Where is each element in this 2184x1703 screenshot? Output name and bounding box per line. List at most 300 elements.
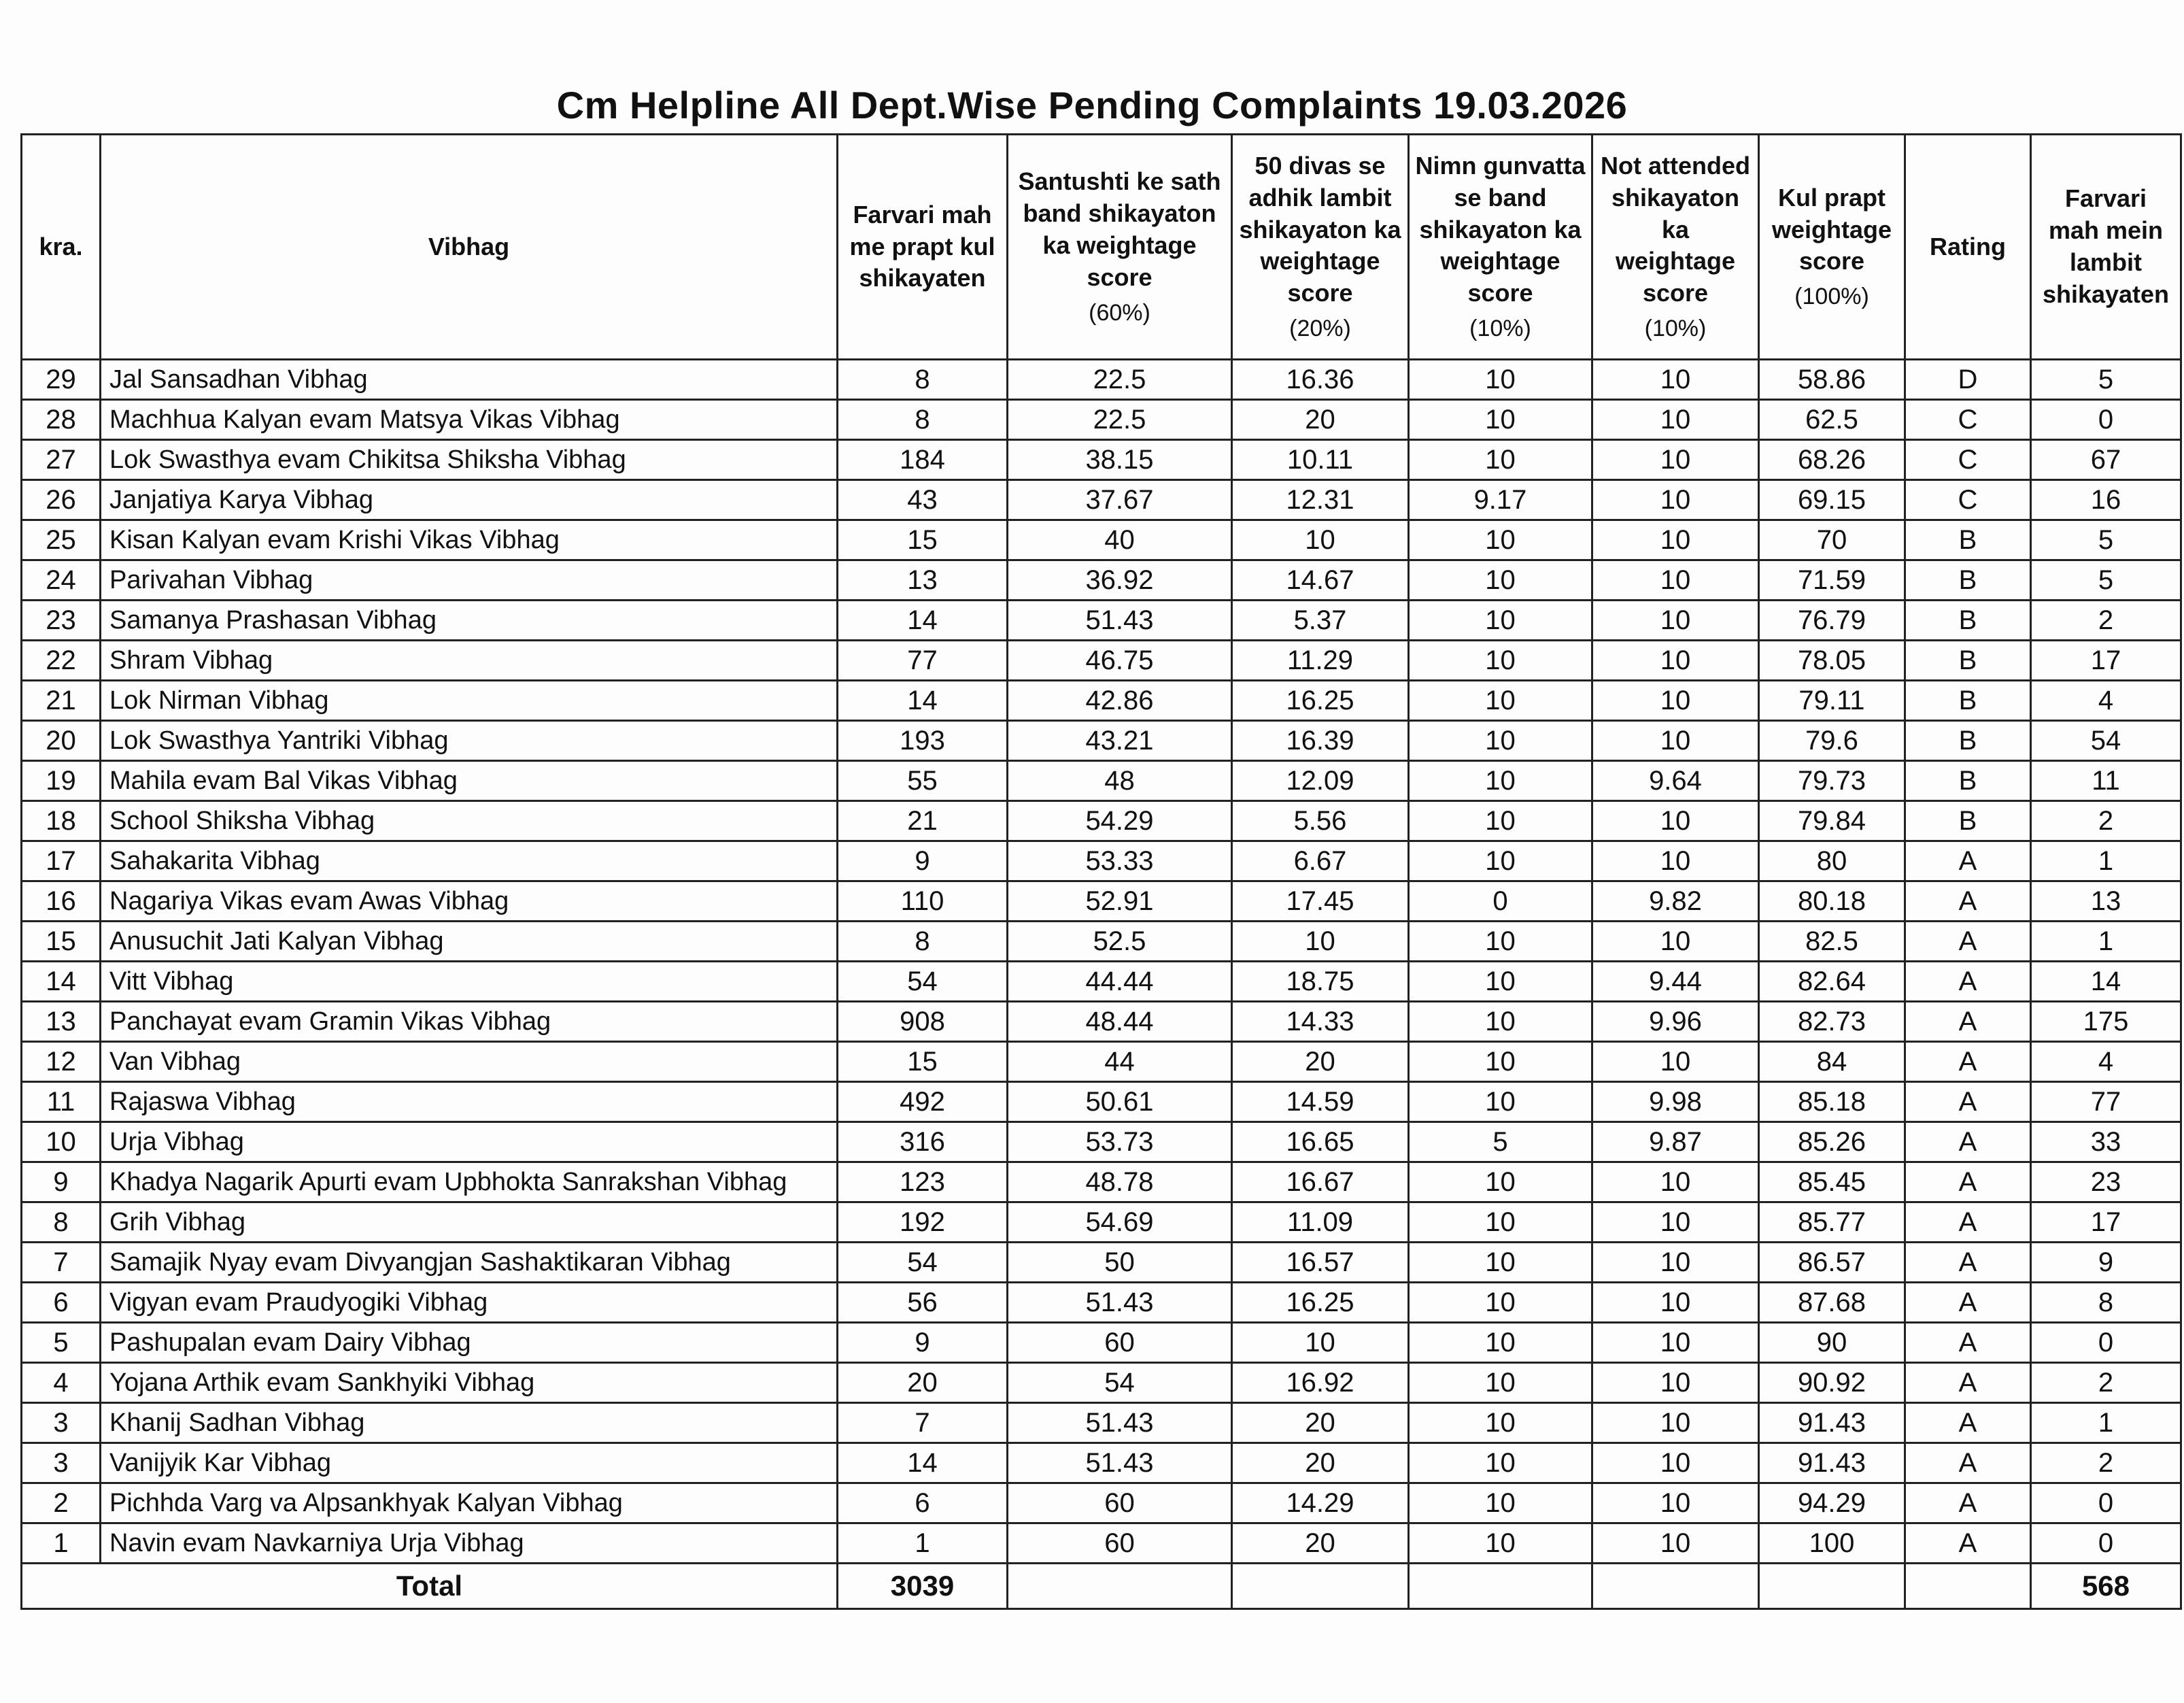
- cell-pending: 0: [2031, 400, 2181, 440]
- cell-low-quality-score: 10: [1409, 1002, 1592, 1042]
- cell-pending: 67: [2031, 440, 2181, 480]
- table-row: [22, 962, 2181, 1002]
- cell-rating: A: [1905, 962, 2031, 1002]
- cell-pending: 17: [2031, 1202, 2181, 1243]
- header-serial: kra.: [22, 135, 101, 360]
- cell-over50-score: 11.09: [1232, 1202, 1409, 1243]
- cell-low-quality-score: 10: [1409, 1483, 1592, 1523]
- cell-received: 184: [838, 440, 1008, 480]
- table-row: [22, 681, 2181, 721]
- cell-department: Vitt Vibhag: [101, 962, 838, 1002]
- cell-pending: 16: [2031, 480, 2181, 520]
- cell-rating: B: [1905, 801, 2031, 841]
- cell-satisfied-score: 54.29: [1008, 801, 1232, 841]
- cell-not-attended-score: 9.87: [1592, 1122, 1759, 1162]
- cell-over50-score: 12.31: [1232, 480, 1409, 520]
- cell-not-attended-score: 9.82: [1592, 881, 1759, 922]
- cell-not-attended-score: 10: [1592, 801, 1759, 841]
- cell-not-attended-score: 10: [1592, 1443, 1759, 1483]
- table-row: [22, 761, 2181, 801]
- cell-rating: A: [1905, 1483, 2031, 1523]
- cell-rating: A: [1905, 1523, 2031, 1564]
- cell-satisfied-score: 53.33: [1008, 841, 1232, 881]
- cell-pending: 5: [2031, 560, 2181, 601]
- table-row: [22, 1443, 2181, 1483]
- cell-not-attended-score: 10: [1592, 1483, 1759, 1523]
- cell-received: 6: [838, 1483, 1008, 1523]
- cell-satisfied-score: 51.43: [1008, 1403, 1232, 1443]
- cell-over50-score: 20: [1232, 1443, 1409, 1483]
- cell-department: Grih Vibhag: [101, 1202, 838, 1243]
- cell-received: 55: [838, 761, 1008, 801]
- cell-over50-score: 10: [1232, 922, 1409, 962]
- cell-total-score: 82.73: [1759, 1002, 1905, 1042]
- table-row: [22, 1483, 2181, 1523]
- cell-over50-score: 6.67: [1232, 841, 1409, 881]
- table-row: [22, 1363, 2181, 1403]
- cell-low-quality-score: 10: [1409, 400, 1592, 440]
- total-label: Total: [22, 1564, 838, 1609]
- cell-department: Parivahan Vibhag: [101, 560, 838, 601]
- cell-department: Khanij Sadhan Vibhag: [101, 1403, 838, 1443]
- cell-satisfied-score: 52.5: [1008, 922, 1232, 962]
- cell-department: Machhua Kalyan evam Matsya Vikas Vibhag: [101, 400, 838, 440]
- cell-total-score: 85.26: [1759, 1122, 1905, 1162]
- total-empty-cell: [1232, 1564, 1409, 1609]
- cell-low-quality-score: 10: [1409, 1202, 1592, 1243]
- cell-low-quality-score: 10: [1409, 801, 1592, 841]
- cell-satisfied-score: 37.67: [1008, 480, 1232, 520]
- cell-serial: 28: [22, 400, 101, 440]
- cell-low-quality-score: 10: [1409, 1243, 1592, 1283]
- cell-over50-score: 14.33: [1232, 1002, 1409, 1042]
- cell-satisfied-score: 22.5: [1008, 360, 1232, 400]
- cell-total-score: 85.77: [1759, 1202, 1905, 1243]
- cell-rating: C: [1905, 480, 2031, 520]
- total-empty-cell: [1008, 1564, 1232, 1609]
- cell-total-score: 85.18: [1759, 1082, 1905, 1122]
- cell-low-quality-score: 10: [1409, 761, 1592, 801]
- cell-pending: 2: [2031, 1443, 2181, 1483]
- cell-low-quality-score: 10: [1409, 841, 1592, 881]
- cell-total-score: 100: [1759, 1523, 1905, 1564]
- cell-low-quality-score: 10: [1409, 1443, 1592, 1483]
- cell-serial: 10: [22, 1122, 101, 1162]
- cell-not-attended-score: 10: [1592, 1243, 1759, 1283]
- cell-satisfied-score: 44: [1008, 1042, 1232, 1082]
- cell-low-quality-score: 10: [1409, 1403, 1592, 1443]
- cell-over50-score: 16.25: [1232, 1283, 1409, 1323]
- cell-rating: A: [1905, 922, 2031, 962]
- cell-not-attended-score: 10: [1592, 1523, 1759, 1564]
- cell-low-quality-score: 10: [1409, 922, 1592, 962]
- cell-received: 492: [838, 1082, 1008, 1122]
- table-row: [22, 601, 2181, 641]
- cell-total-score: 91.43: [1759, 1443, 1905, 1483]
- cell-serial: 17: [22, 841, 101, 881]
- total-pending: 568: [2031, 1564, 2181, 1609]
- cell-satisfied-score: 42.86: [1008, 681, 1232, 721]
- header-not-attended-score: Not attended shikayaton ka weightage score (10%): [1592, 135, 1759, 360]
- cell-not-attended-score: 10: [1592, 681, 1759, 721]
- cell-department: Khadya Nagarik Apurti evam Upbhokta Sanrakshan Vibhag: [101, 1162, 838, 1202]
- cell-serial: 21: [22, 681, 101, 721]
- cell-pending: 2: [2031, 801, 2181, 841]
- cell-serial: 25: [22, 520, 101, 560]
- table-row: [22, 801, 2181, 841]
- table-row: [22, 520, 2181, 560]
- cell-department: Lok Nirman Vibhag: [101, 681, 838, 721]
- cell-rating: A: [1905, 1002, 2031, 1042]
- cell-department: Pichhda Varg va Alpsankhyak Kalyan Vibhag: [101, 1483, 838, 1523]
- cell-received: 20: [838, 1363, 1008, 1403]
- cell-not-attended-score: 10: [1592, 560, 1759, 601]
- cell-over50-score: 10: [1232, 1323, 1409, 1363]
- cell-low-quality-score: 10: [1409, 641, 1592, 681]
- cell-serial: 6: [22, 1283, 101, 1323]
- cell-received: 8: [838, 922, 1008, 962]
- cell-satisfied-score: 44.44: [1008, 962, 1232, 1002]
- cell-not-attended-score: 10: [1592, 1202, 1759, 1243]
- cell-satisfied-score: 38.15: [1008, 440, 1232, 480]
- cell-pending: 8: [2031, 1283, 2181, 1323]
- cell-low-quality-score: 10: [1409, 1162, 1592, 1202]
- table-row: [22, 1323, 2181, 1363]
- total-row: [22, 1564, 2181, 1609]
- cell-satisfied-score: 53.73: [1008, 1122, 1232, 1162]
- cell-not-attended-score: 10: [1592, 440, 1759, 480]
- cell-total-score: 80.18: [1759, 881, 1905, 922]
- cell-received: 77: [838, 641, 1008, 681]
- cell-over50-score: 17.45: [1232, 881, 1409, 922]
- cell-satisfied-score: 51.43: [1008, 1443, 1232, 1483]
- cell-received: 123: [838, 1162, 1008, 1202]
- cell-satisfied-score: 51.43: [1008, 601, 1232, 641]
- table-row: [22, 1042, 2181, 1082]
- cell-pending: 175: [2031, 1002, 2181, 1042]
- table-row: [22, 400, 2181, 440]
- table-row: [22, 1243, 2181, 1283]
- cell-received: 14: [838, 681, 1008, 721]
- cell-total-score: 79.11: [1759, 681, 1905, 721]
- cell-serial: 12: [22, 1042, 101, 1082]
- cell-low-quality-score: 10: [1409, 601, 1592, 641]
- cell-pending: 33: [2031, 1122, 2181, 1162]
- cell-rating: C: [1905, 400, 2031, 440]
- cell-total-score: 68.26: [1759, 440, 1905, 480]
- cell-rating: A: [1905, 1042, 2031, 1082]
- cell-pending: 4: [2031, 1042, 2181, 1082]
- cell-satisfied-score: 36.92: [1008, 560, 1232, 601]
- page-title: Cm Helpline All Dept.Wise Pending Complaints 19.03.2026: [556, 84, 1628, 127]
- cell-not-attended-score: 9.96: [1592, 1002, 1759, 1042]
- cell-serial: 8: [22, 1202, 101, 1243]
- cell-received: 1: [838, 1523, 1008, 1564]
- cell-satisfied-score: 50.61: [1008, 1082, 1232, 1122]
- table-row: [22, 480, 2181, 520]
- cell-total-score: 58.86: [1759, 360, 1905, 400]
- cell-rating: A: [1905, 1443, 2031, 1483]
- table-row: [22, 922, 2181, 962]
- cell-department: Nagariya Vikas evam Awas Vibhag: [101, 881, 838, 922]
- cell-total-score: 94.29: [1759, 1483, 1905, 1523]
- cell-pending: 0: [2031, 1523, 2181, 1564]
- total-empty-cell: [1409, 1564, 1592, 1609]
- table-row: [22, 1082, 2181, 1122]
- cell-rating: B: [1905, 601, 2031, 641]
- cell-over50-score: 20: [1232, 1042, 1409, 1082]
- cell-pending: 1: [2031, 841, 2181, 881]
- cell-received: 8: [838, 400, 1008, 440]
- cell-pending: 23: [2031, 1162, 2181, 1202]
- cell-pending: 4: [2031, 681, 2181, 721]
- cell-pending: 54: [2031, 721, 2181, 761]
- cell-received: 14: [838, 601, 1008, 641]
- cell-received: 316: [838, 1122, 1008, 1162]
- cell-total-score: 78.05: [1759, 641, 1905, 681]
- table-row: [22, 560, 2181, 601]
- cell-department: Shram Vibhag: [101, 641, 838, 681]
- cell-department: Urja Vibhag: [101, 1122, 838, 1162]
- pending-complaints-table: [20, 133, 2182, 1610]
- cell-not-attended-score: 10: [1592, 400, 1759, 440]
- cell-rating: A: [1905, 1403, 2031, 1443]
- cell-over50-score: 14.29: [1232, 1483, 1409, 1523]
- cell-total-score: 86.57: [1759, 1243, 1905, 1283]
- cell-over50-score: 16.65: [1232, 1122, 1409, 1162]
- cell-department: Samajik Nyay evam Divyangjan Sashaktikaran Vibhag: [101, 1243, 838, 1283]
- header-low-quality-score: Nimn gunvatta se band shikayaton ka weightage score (10%): [1409, 135, 1592, 360]
- cell-department: Kisan Kalyan evam Krishi Vikas Vibhag: [101, 520, 838, 560]
- cell-serial: 3: [22, 1443, 101, 1483]
- cell-low-quality-score: 10: [1409, 1323, 1592, 1363]
- cell-over50-score: 10: [1232, 520, 1409, 560]
- cell-low-quality-score: 10: [1409, 681, 1592, 721]
- cell-received: 8: [838, 360, 1008, 400]
- table-row: [22, 1523, 2181, 1564]
- cell-department: Yojana Arthik evam Sankhyiki Vibhag: [101, 1363, 838, 1403]
- cell-rating: A: [1905, 1202, 2031, 1243]
- cell-department: Sahakarita Vibhag: [101, 841, 838, 881]
- cell-rating: B: [1905, 761, 2031, 801]
- cell-not-attended-score: 10: [1592, 1403, 1759, 1443]
- cell-not-attended-score: 10: [1592, 480, 1759, 520]
- cell-not-attended-score: 10: [1592, 1363, 1759, 1403]
- cell-total-score: 90.92: [1759, 1363, 1905, 1403]
- table-row: [22, 1202, 2181, 1243]
- cell-rating: B: [1905, 641, 2031, 681]
- cell-pending: 5: [2031, 520, 2181, 560]
- cell-over50-score: 16.25: [1232, 681, 1409, 721]
- cell-pending: 5: [2031, 360, 2181, 400]
- cell-department: Panchayat evam Gramin Vikas Vibhag: [101, 1002, 838, 1042]
- cell-department: Samanya Prashasan Vibhag: [101, 601, 838, 641]
- cell-rating: C: [1905, 440, 2031, 480]
- cell-satisfied-score: 52.91: [1008, 881, 1232, 922]
- cell-received: 21: [838, 801, 1008, 841]
- cell-total-score: 87.68: [1759, 1283, 1905, 1323]
- total-empty-cell: [1905, 1564, 2031, 1609]
- cell-low-quality-score: 10: [1409, 721, 1592, 761]
- total-empty-cell: [1759, 1564, 1905, 1609]
- cell-received: 54: [838, 1243, 1008, 1283]
- cell-over50-score: 11.29: [1232, 641, 1409, 681]
- cell-over50-score: 16.36: [1232, 360, 1409, 400]
- cell-serial: 13: [22, 1002, 101, 1042]
- cell-serial: 5: [22, 1323, 101, 1363]
- cell-low-quality-score: 9.17: [1409, 480, 1592, 520]
- cell-department: School Shiksha Vibhag: [101, 801, 838, 841]
- cell-not-attended-score: 10: [1592, 922, 1759, 962]
- cell-pending: 2: [2031, 1363, 2181, 1403]
- cell-serial: 7: [22, 1243, 101, 1283]
- cell-total-score: 71.59: [1759, 560, 1905, 601]
- header-received: Farvari mah me prapt kul shikayaten: [838, 135, 1008, 360]
- total-received: 3039: [838, 1564, 1008, 1609]
- cell-serial: 22: [22, 641, 101, 681]
- cell-serial: 27: [22, 440, 101, 480]
- cell-total-score: 79.73: [1759, 761, 1905, 801]
- cell-serial: 2: [22, 1483, 101, 1523]
- cell-low-quality-score: 10: [1409, 962, 1592, 1002]
- cell-serial: 20: [22, 721, 101, 761]
- header-total-score: Kul prapt weightage score (100%): [1759, 135, 1905, 360]
- cell-rating: A: [1905, 881, 2031, 922]
- cell-not-attended-score: 9.98: [1592, 1082, 1759, 1122]
- cell-low-quality-score: 10: [1409, 520, 1592, 560]
- cell-rating: B: [1905, 560, 2031, 601]
- table-row: [22, 641, 2181, 681]
- cell-over50-score: 5.56: [1232, 801, 1409, 841]
- cell-low-quality-score: 10: [1409, 1363, 1592, 1403]
- table-row: [22, 881, 2181, 922]
- cell-department: Rajaswa Vibhag: [101, 1082, 838, 1122]
- cell-pending: 9: [2031, 1243, 2181, 1283]
- cell-pending: 17: [2031, 641, 2181, 681]
- cell-rating: A: [1905, 1122, 2031, 1162]
- cell-over50-score: 20: [1232, 1523, 1409, 1564]
- cell-over50-score: 20: [1232, 400, 1409, 440]
- cell-pending: 13: [2031, 881, 2181, 922]
- cell-pending: 11: [2031, 761, 2181, 801]
- cell-rating: B: [1905, 520, 2031, 560]
- cell-satisfied-score: 60: [1008, 1483, 1232, 1523]
- cell-received: 15: [838, 520, 1008, 560]
- cell-received: 192: [838, 1202, 1008, 1243]
- cell-department: Van Vibhag: [101, 1042, 838, 1082]
- cell-low-quality-score: 10: [1409, 1523, 1592, 1564]
- cell-received: 15: [838, 1042, 1008, 1082]
- cell-over50-score: 18.75: [1232, 962, 1409, 1002]
- cell-not-attended-score: 10: [1592, 360, 1759, 400]
- cell-over50-score: 20: [1232, 1403, 1409, 1443]
- cell-rating: A: [1905, 1363, 2031, 1403]
- cell-rating: B: [1905, 721, 2031, 761]
- cell-department: Pashupalan evam Dairy Vibhag: [101, 1323, 838, 1363]
- cell-not-attended-score: 10: [1592, 1042, 1759, 1082]
- cell-received: 908: [838, 1002, 1008, 1042]
- cell-satisfied-score: 43.21: [1008, 721, 1232, 761]
- cell-department: Mahila evam Bal Vikas Vibhag: [101, 761, 838, 801]
- cell-total-score: 69.15: [1759, 480, 1905, 520]
- cell-satisfied-score: 48: [1008, 761, 1232, 801]
- cell-total-score: 80: [1759, 841, 1905, 881]
- cell-serial: 3: [22, 1403, 101, 1443]
- cell-pending: 0: [2031, 1323, 2181, 1363]
- cell-received: 9: [838, 841, 1008, 881]
- cell-total-score: 90: [1759, 1323, 1905, 1363]
- cell-satisfied-score: 60: [1008, 1523, 1232, 1564]
- header-rating: Rating: [1905, 135, 2031, 360]
- cell-total-score: 79.6: [1759, 721, 1905, 761]
- cell-serial: 16: [22, 881, 101, 922]
- cell-serial: 24: [22, 560, 101, 601]
- cell-received: 14: [838, 1443, 1008, 1483]
- cell-serial: 14: [22, 962, 101, 1002]
- table-row: [22, 721, 2181, 761]
- cell-pending: 0: [2031, 1483, 2181, 1523]
- cell-received: 13: [838, 560, 1008, 601]
- cell-pending: 14: [2031, 962, 2181, 1002]
- cell-rating: A: [1905, 1162, 2031, 1202]
- cell-not-attended-score: 10: [1592, 1323, 1759, 1363]
- cell-total-score: 76.79: [1759, 601, 1905, 641]
- cell-not-attended-score: 10: [1592, 1162, 1759, 1202]
- cell-over50-score: 10.11: [1232, 440, 1409, 480]
- cell-total-score: 85.45: [1759, 1162, 1905, 1202]
- cell-over50-score: 12.09: [1232, 761, 1409, 801]
- cell-not-attended-score: 9.44: [1592, 962, 1759, 1002]
- cell-not-attended-score: 10: [1592, 641, 1759, 681]
- cell-over50-score: 16.57: [1232, 1243, 1409, 1283]
- cell-satisfied-score: 54: [1008, 1363, 1232, 1403]
- cell-serial: 11: [22, 1082, 101, 1122]
- cell-total-score: 82.64: [1759, 962, 1905, 1002]
- cell-rating: D: [1905, 360, 2031, 400]
- table-row: [22, 1403, 2181, 1443]
- cell-low-quality-score: 10: [1409, 440, 1592, 480]
- cell-department: Janjatiya Karya Vibhag: [101, 480, 838, 520]
- table-row: [22, 1283, 2181, 1323]
- header-pending: Farvari mah mein lambit shikayaten: [2031, 135, 2181, 360]
- cell-serial: 19: [22, 761, 101, 801]
- table-row: [22, 1122, 2181, 1162]
- cell-low-quality-score: 5: [1409, 1122, 1592, 1162]
- cell-low-quality-score: 10: [1409, 1283, 1592, 1323]
- cell-serial: 18: [22, 801, 101, 841]
- cell-over50-score: 16.92: [1232, 1363, 1409, 1403]
- cell-rating: B: [1905, 681, 2031, 721]
- cell-rating: A: [1905, 1243, 2031, 1283]
- cell-not-attended-score: 10: [1592, 601, 1759, 641]
- cell-pending: 77: [2031, 1082, 2181, 1122]
- cell-low-quality-score: 10: [1409, 360, 1592, 400]
- cell-department: Jal Sansadhan Vibhag: [101, 360, 838, 400]
- cell-satisfied-score: 22.5: [1008, 400, 1232, 440]
- total-empty-cell: [1592, 1564, 1759, 1609]
- cell-received: 110: [838, 881, 1008, 922]
- table-row: [22, 841, 2181, 881]
- cell-over50-score: 16.67: [1232, 1162, 1409, 1202]
- cell-rating: A: [1905, 1082, 2031, 1122]
- cell-pending: 1: [2031, 1403, 2181, 1443]
- cell-over50-score: 5.37: [1232, 601, 1409, 641]
- cell-received: 193: [838, 721, 1008, 761]
- cell-satisfied-score: 60: [1008, 1323, 1232, 1363]
- cell-serial: 29: [22, 360, 101, 400]
- header-department: Vibhag: [101, 135, 838, 360]
- cell-department: Anusuchit Jati Kalyan Vibhag: [101, 922, 838, 962]
